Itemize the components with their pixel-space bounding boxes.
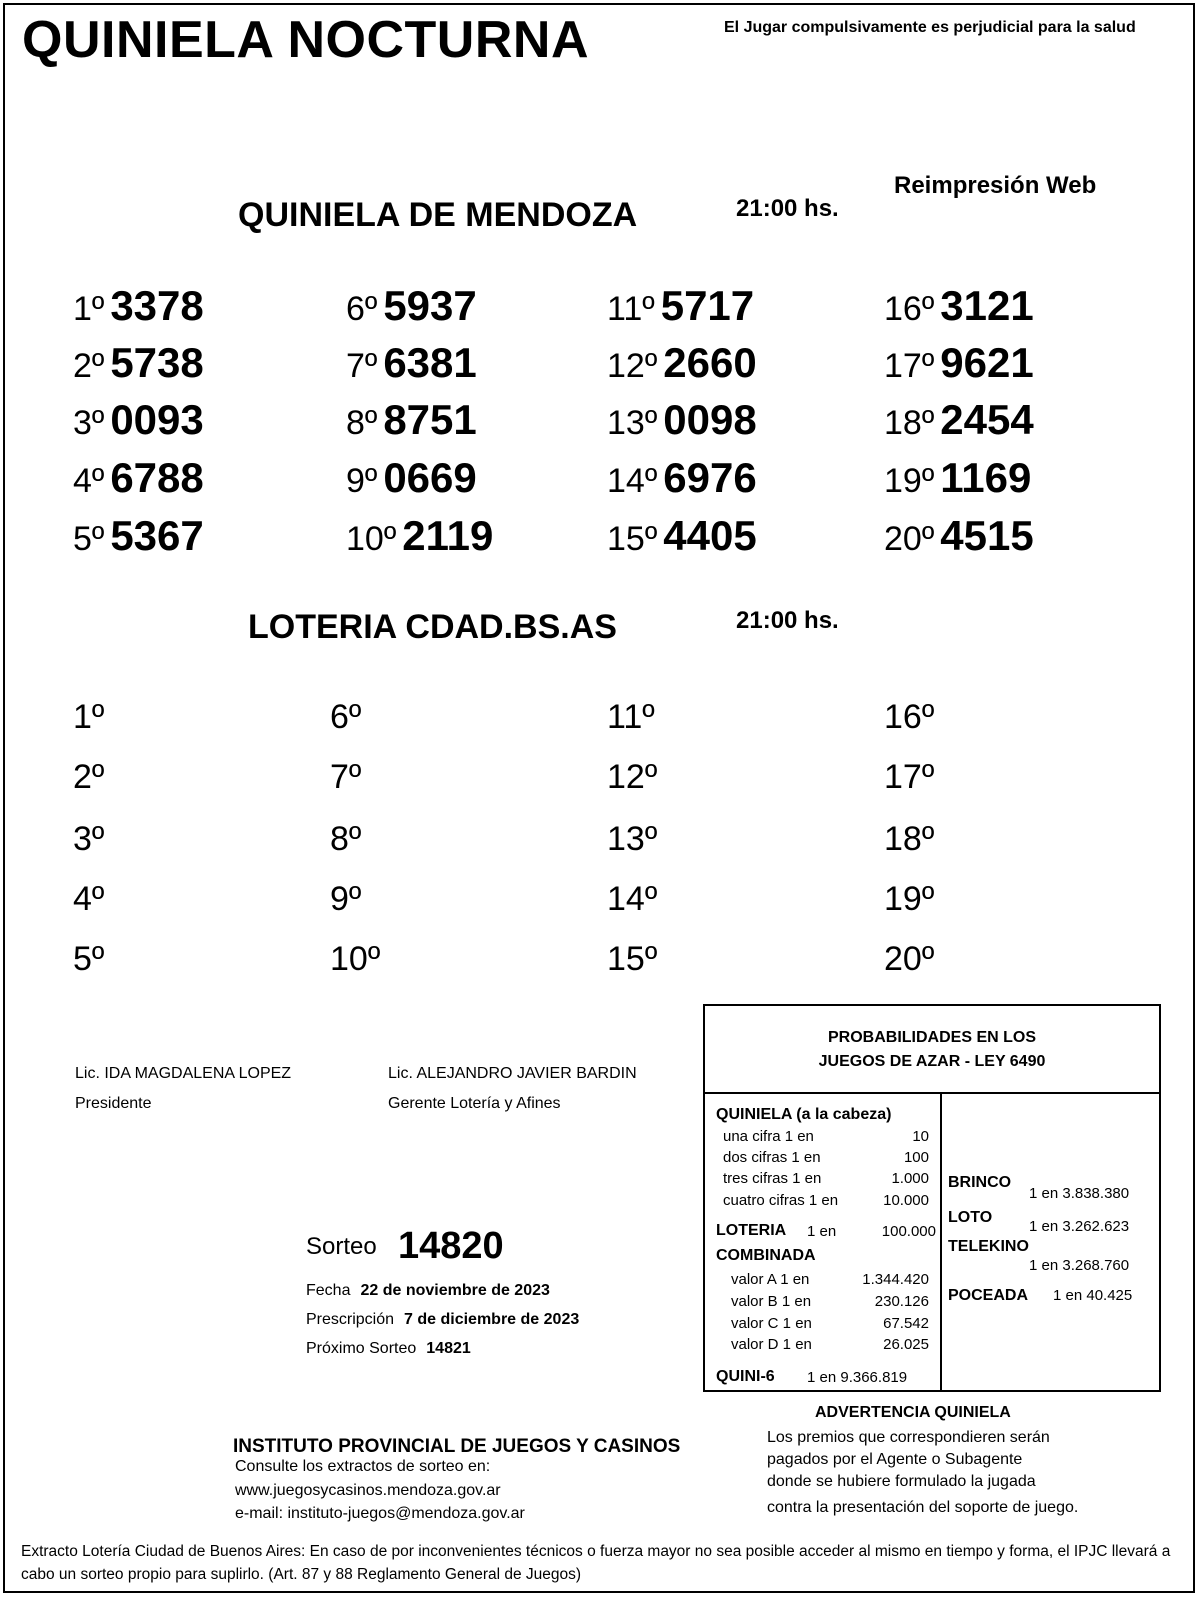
mendoza-result-10: [346, 512, 493, 560]
ciudad-position-17: 17º: [884, 758, 935, 796]
advertencia-line-4: contra la presentación del soporte de juego.: [767, 1499, 1079, 1516]
loto-label: LOTO: [948, 1209, 993, 1226]
quiniela-odds-title: QUINIELA (a la cabeza): [716, 1106, 892, 1123]
mendoza-result-1: [73, 282, 204, 330]
advertencia-line-3: donde se hubiere formulado la jugada: [767, 1473, 1036, 1490]
ciudad-position-6: 6º: [330, 698, 362, 736]
quiniela-odds-label: cuatro cifras 1 en: [723, 1192, 839, 1209]
result-position: 3º: [73, 404, 105, 442]
signature-right-name: Lic. ALEJANDRO JAVIER BARDIN: [388, 1065, 637, 1082]
advertencia-line-1: Los premios que correspondieren serán: [767, 1429, 1050, 1446]
signature-left-name: Lic. IDA MAGDALENA LOPEZ: [75, 1065, 292, 1082]
signature-left-role: Presidente: [75, 1095, 152, 1112]
mendoza-result-12: [607, 339, 757, 387]
result-position: 5º: [73, 520, 105, 558]
telekino-label: TELEKINO: [948, 1238, 1029, 1255]
result-number: 2660: [663, 339, 757, 386]
mendoza-result-15: [607, 512, 757, 560]
result-position: 1º: [73, 290, 105, 328]
ciudad-position-4: 4º: [73, 880, 105, 918]
result-position: 15º: [607, 520, 658, 558]
result-position: 2º: [73, 347, 105, 385]
result-number: 6976: [663, 454, 757, 501]
institute-email[interactable]: e-mail: instituto-juegos@mendoza.gov.ar: [235, 1505, 525, 1522]
draw-date-label: Fecha: [306, 1282, 351, 1299]
loteria-value: 100.000: [881, 1223, 936, 1240]
result-position: 20º: [884, 520, 935, 558]
quiniela-odds-value: 1.000: [891, 1170, 929, 1187]
probabilities-title-line2: JUEGOS DE AZAR - LEY 6490: [818, 1053, 1046, 1070]
combinada-odds-label: valor B 1 en: [731, 1293, 812, 1310]
combinada-odds-label: valor D 1 en: [731, 1336, 812, 1353]
mendoza-result-14: [607, 454, 757, 502]
result-number: 5738: [110, 339, 204, 386]
loto-odds: 1 en 3.262.623: [1029, 1218, 1130, 1235]
draw-next-value: 14821: [426, 1340, 471, 1357]
draw-next-label: Próximo Sorteo: [306, 1340, 417, 1357]
ciudad-title: LOTERIA CDAD.BS.AS: [248, 608, 617, 646]
result-number: 0093: [110, 396, 204, 443]
mendoza-result-18: [884, 396, 1034, 444]
result-number: 1169: [940, 454, 1032, 501]
mendoza-time: 21:00 hs.: [736, 195, 839, 222]
ciudad-position-12: 12º: [607, 758, 658, 796]
ciudad-position-5: 5º: [73, 940, 105, 978]
ciudad-position-9: 9º: [330, 880, 362, 918]
quini6-label: QUINI-6: [716, 1368, 775, 1385]
mendoza-result-6: [346, 282, 477, 330]
mendoza-result-11: [607, 282, 754, 330]
mendoza-result-20: [884, 512, 1034, 560]
result-number: 5367: [110, 512, 204, 559]
mendoza-result-8: [346, 396, 477, 444]
telekino-odds: 1 en 3.268.760: [1029, 1257, 1130, 1274]
result-position: 6º: [346, 290, 378, 328]
quiniela-odds-label: una cifra 1 en: [723, 1128, 814, 1145]
mendoza-result-13: [607, 396, 757, 444]
result-position: 8º: [346, 404, 378, 442]
institute-website[interactable]: www.juegosycasinos.mendoza.gov.ar: [235, 1482, 501, 1499]
combinada-odds-value: 26.025: [883, 1336, 929, 1353]
ciudad-position-20: 20º: [884, 940, 935, 978]
ciudad-position-15: 15º: [607, 940, 658, 978]
ciudad-position-14: 14º: [607, 880, 658, 918]
result-number: 9621: [940, 339, 1034, 386]
draw-prescription: [306, 1311, 579, 1329]
mendoza-result-4: [73, 454, 204, 502]
result-position: 4º: [73, 462, 105, 500]
combinada-odds-label: valor A 1 en: [731, 1271, 810, 1288]
result-position: 10º: [346, 520, 397, 558]
mendoza-result-9: [346, 454, 477, 502]
result-number: 6788: [110, 454, 204, 501]
result-number: 0669: [383, 454, 477, 501]
ciudad-position-16: 16º: [884, 698, 935, 736]
mendoza-result-7: [346, 339, 477, 387]
ciudad-position-1: 1º: [73, 698, 105, 736]
probabilities-header: [705, 1006, 1159, 1094]
draw-prescription-label: Prescripción: [306, 1311, 395, 1328]
ciudad-position-19: 19º: [884, 880, 935, 918]
signature-right-role: Gerente Lotería y Afines: [388, 1095, 561, 1112]
mendoza-result-5: [73, 512, 204, 560]
result-position: 7º: [346, 347, 378, 385]
ciudad-position-18: 18º: [884, 820, 935, 858]
result-number: 3121: [940, 282, 1034, 329]
footer-note: Extracto Lotería Ciudad de Buenos Aires: En caso de por inconvenientes técnicos o fuerza mayor no sea posible acceder al mismo en tiempo y forma, el IPJC llevará a cabo un sorteo propio para suplirlo. (Art. 87 y 88 Reglamento General de Juegos): [21, 1543, 1171, 1583]
result-position: 19º: [884, 462, 935, 500]
result-number: 4515: [940, 512, 1034, 559]
ciudad-position-3: 3º: [73, 820, 105, 858]
quiniela-odds-value: 10.000: [883, 1192, 929, 1209]
result-position: 11º: [607, 290, 655, 328]
draw-prescription-value: 7 de diciembre de 2023: [404, 1311, 580, 1328]
page-title: QUINIELA NOCTURNA: [22, 11, 589, 69]
result-position: 13º: [607, 404, 658, 442]
mendoza-result-3: [73, 396, 204, 444]
result-number: 5937: [383, 282, 477, 329]
reprint-label: Reimpresión Web: [894, 172, 1097, 199]
advertencia-title: ADVERTENCIA QUINIELA: [815, 1404, 1011, 1421]
quiniela-odds-label: dos cifras 1 en: [723, 1149, 821, 1166]
mendoza-result-2: [73, 339, 204, 387]
result-position: 17º: [884, 347, 935, 385]
probabilities-box: [703, 1004, 1161, 1392]
combinada-odds-value: 67.542: [883, 1315, 929, 1332]
result-number: 4405: [663, 512, 757, 559]
result-position: 14º: [607, 462, 658, 500]
brinco-label: BRINCO: [948, 1174, 1012, 1191]
ciudad-position-13: 13º: [607, 820, 658, 858]
combinada-odds-label: valor C 1 en: [731, 1315, 812, 1332]
combinada-odds-value: 230.126: [874, 1293, 929, 1310]
institute-title: INSTITUTO PROVINCIAL DE JUEGOS Y CASINOS: [233, 1436, 681, 1457]
result-number: 8751: [383, 396, 477, 443]
mendoza-result-16: [884, 282, 1034, 330]
loteria-label: LOTERIA: [716, 1222, 787, 1239]
result-number: 2119: [402, 512, 494, 559]
poceada-label: POCEADA: [948, 1287, 1029, 1304]
quini6-odds: 1 en 9.366.819: [807, 1369, 908, 1386]
ciudad-position-7: 7º: [330, 758, 362, 796]
result-number: 6381: [383, 339, 477, 386]
result-position: 18º: [884, 404, 935, 442]
quiniela-odds-value: 100: [903, 1149, 929, 1166]
combinada-odds-value: 1.344.420: [862, 1271, 929, 1288]
quiniela-odds-value: 10: [912, 1128, 929, 1145]
poceada-odds: 1 en 40.425: [1053, 1287, 1133, 1304]
health-warning: El Jugar compulsivamente es perjudicial para la salud: [724, 19, 1136, 36]
ciudad-position-10: 10º: [330, 940, 381, 978]
probabilities-title-line1: PROBABILIDADES EN LOS: [827, 1029, 1036, 1046]
brinco-odds: 1 en 3.838.380: [1029, 1185, 1130, 1202]
result-position: 12º: [607, 347, 658, 385]
result-number: 5717: [660, 282, 755, 329]
result-position: 16º: [884, 290, 935, 328]
draw-date: [306, 1282, 550, 1300]
combinada-title: COMBINADA: [716, 1247, 816, 1264]
institute-line-1: Consulte los extractos de sorteo en:: [235, 1458, 491, 1475]
mendoza-title: QUINIELA DE MENDOZA: [238, 196, 638, 234]
ciudad-position-2: 2º: [73, 758, 105, 796]
ciudad-position-11: 11º: [607, 698, 655, 736]
draw-label: Sorteo: [306, 1233, 377, 1260]
draw-number: 14820: [398, 1225, 504, 1267]
draw-date-value: 22 de noviembre de 2023: [360, 1282, 550, 1299]
probabilities-divider: [940, 1094, 942, 1390]
ciudad-position-8: 8º: [330, 820, 362, 858]
mendoza-result-19: [884, 454, 1031, 502]
draw-next: [306, 1340, 471, 1358]
mendoza-result-17: [884, 339, 1034, 387]
result-number: 0098: [663, 396, 757, 443]
advertencia-line-2: pagados por el Agente o Subagente: [767, 1451, 1023, 1468]
result-number: 2454: [940, 396, 1034, 443]
loteria-odds: 1 en: [807, 1223, 837, 1240]
quiniela-odds-label: tres cifras 1 en: [723, 1170, 822, 1187]
ciudad-time: 21:00 hs.: [736, 607, 839, 634]
result-position: 9º: [346, 462, 378, 500]
result-number: 3378: [110, 282, 204, 329]
